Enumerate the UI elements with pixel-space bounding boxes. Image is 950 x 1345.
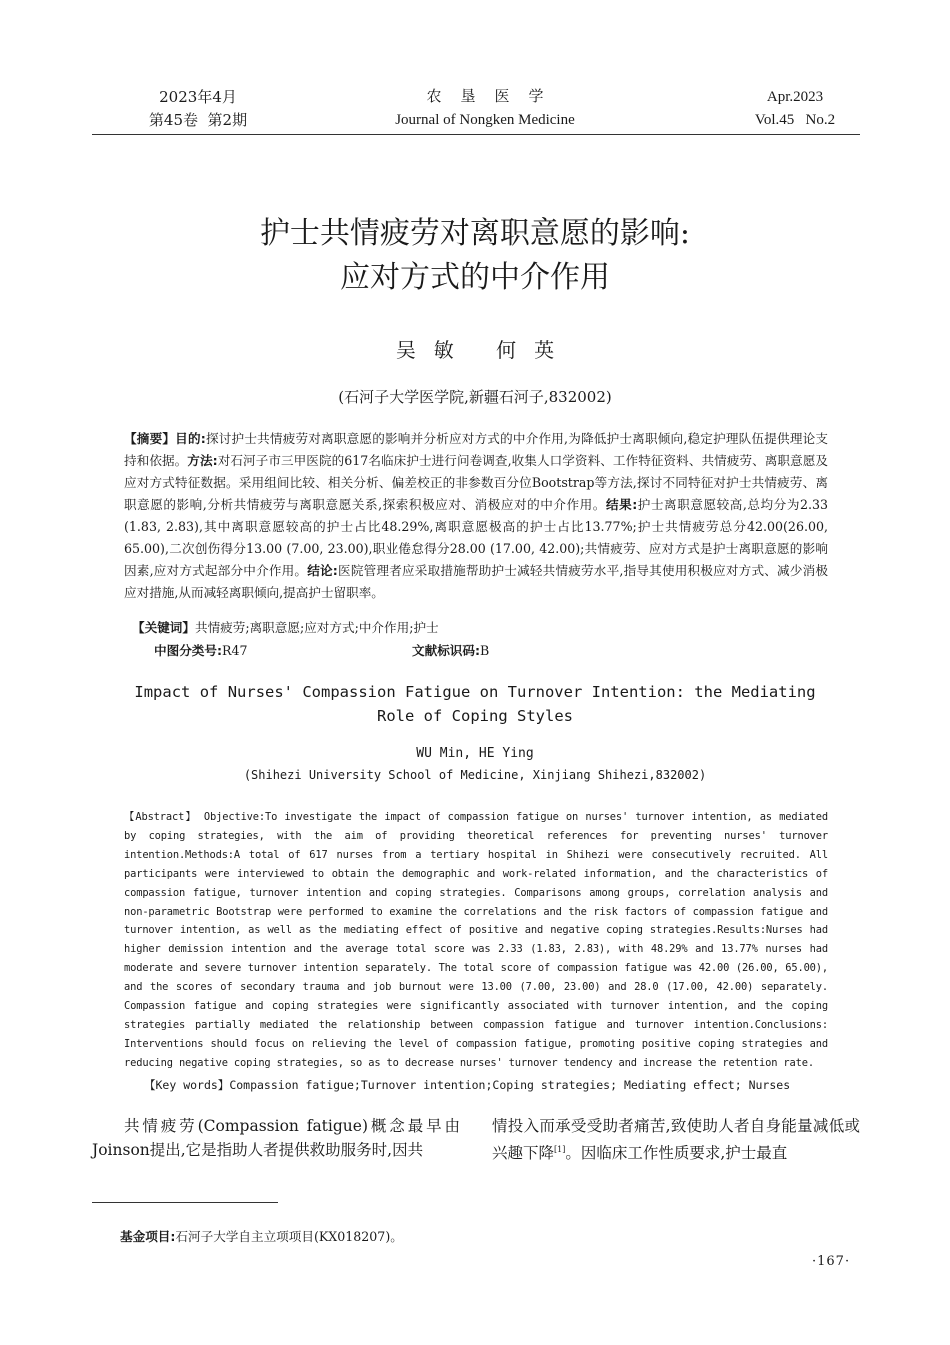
body-column-right [492,1114,860,1165]
article-title-en [110,680,840,728]
results-cn: 护士离职意愿较高,总均分为2.33 (1.83, 2.83),其中离职意愿较高的护士占比48.29%,离职意愿极高的护士占比13.77%;护士共情疲劳总分42.00(26.00, 65.00),二次创伤得分13.00 (7.00, 23.00),职业倦怠得分28.00 (17.00, 42.00);共情疲劳、应对方式是护士离职意愿的影响因素,应对方式起部分中介作用。 [124,497,828,578]
funding-text: 石河子大学自主立项项目(KX018207)。 [175,1229,403,1244]
objective-label-cn: 目的: [175,431,206,446]
journal-name-cn: 农垦医学 [426,89,563,105]
body-right-text-cont: 。因临床工作性质要求,护士最直 [565,1144,788,1163]
abstract-cn [124,428,828,604]
doc-code-value: B [480,643,490,658]
keywords-en-text: Compassion fatigue;Turnover intention;Coping strategies; Mediating effect; Nurses [229,1078,791,1092]
conclusions-cn: 医院管理者应采取措施帮助护士减轻共情疲劳水平,指导其使用积极应对方式、减少消极应对措施,从而减轻离职倾向,提高护士留职率。 [124,563,828,600]
document-code [412,641,489,661]
authors-en: WU Min, HE Ying [416,746,534,761]
reference-marker[interactable]: [1] [554,1145,566,1154]
header-journal [330,86,640,132]
clc-label: 中图分类号: [154,643,223,658]
authors-cn: 吴敏 何英 [395,338,573,362]
body-right-text: 情投入而承受受助者痛苦,致使助人者自身能量减低或兴趣下降 [492,1117,860,1163]
abstract-en-text: Objective:To investigate the impact of compassion fatigue on nurses' turnover intention, as mediated by coping strategies, with the aim of providing theoretical references for preventing nurses' turnover intention.Methods:A total of 617 nurses from a tertiary hospital in Shihezi were consecutively recruited. All participants were interviewed to obtain the demographic and work-related information, and the characteristics of compassion fatigue, turnover intention and coping strategies. Comparisons among groups, correlation analysis and non-parametric Bootstrap were performed to examine the correlations and the risk factors of compassion fatigue and turnover intention, as well as the mediating effect of positive and negative coping strategies.Results:Nurses had higher demission intention and the average total score was 2.33 (1.83, 2.83), with 48.29% and 13.77% nurses had moderate and severe turnover intention separately. The total score of compassion fatigue was 42.00 (26.00, 65.00), and the scores of secondary trauma and job burnout were 13.00 (7.00, 23.00) and 28.0 (17.00, 42.00) separately. Compassion fatigue and coping strategies were significantly associated with turnover intention, and the coping strategies partially mediated the relationship between compassion fatigue and turnover intention.Conclusions: Interventions should focus on relieving the level of compassion fatigue, promoting positive coping strategies and reducing negative coping strategies, so as to decrease nurses' turnover tendency and increase the retention rate. [124,811,828,1069]
body-left-text: 共情疲劳(Compassion fatigue)概念最早由Joinson提出,它是指助人者提供救助服务时,因共 [92,1117,460,1159]
footnote-divider [92,1202,278,1203]
keywords-en-label: 【Key words】 [144,1078,230,1092]
affiliation-cn: (石河子大学医学院,新疆石河子,832002) [338,388,612,406]
abstract-cn-label: 【摘要】 [124,431,176,446]
keywords-cn-text: 共情疲劳;离职意愿;应对方式;中介作用;护士 [194,620,439,635]
clc-value: R47 [222,643,248,658]
keywords-cn [132,618,832,638]
funding-label: 基金项目: [120,1229,176,1244]
title-cn-line2: 应对方式的中介作用 [340,260,610,295]
title-en-line1: Impact of Nurses' Compassion Fatigue on Turnover Intention: the Mediating [134,683,816,701]
affiliation-en: (Shihezi University School of Medicine, Xinjiang Shihezi,832002) [243,768,707,782]
methods-cn: 对石河子市三甲医院的617名临床护士进行问卷调查,收集人口学资料、工作特征资料、共情疲劳、离职意愿及应对方式特征数据。采用组间比较、相关分析、偏差校正的非参数百分位Bootstrap等方法,探讨不同特征对护士共情疲劳、离职意愿的影响,分析共情疲劳与离职意愿关系,探索积极应对、消极应对的中介作用。 [124,453,828,512]
header-volume-cn: 第45卷 第2期 [148,111,248,129]
keywords-en [144,1077,844,1093]
results-label-cn: 结果: [605,497,638,512]
keywords-cn-label: 【关键词】 [132,620,195,635]
article-title-cn [100,212,850,300]
header-date-en: Apr.2023 [766,89,824,105]
header-issue-cn [118,86,278,132]
header-divider [92,134,860,135]
objective-cn: 探讨护士共情疲劳对离职意愿的影响并分析应对方式的中介作用,为降低护士离职倾向,稳定护理队伍提供理论支持和依据。 [124,431,828,468]
doc-code-label: 文献标识码: [412,643,481,658]
title-cn-line1: 护士共情疲劳对离职意愿的影响: [259,216,691,251]
title-en-line2: Role of Coping Styles [377,707,573,725]
methods-label-cn: 方法: [187,453,218,468]
header-volume-en: Vol.45 No.2 [754,112,836,128]
abstract-en-label: 【Abstract】 [124,811,197,823]
funding-note [120,1226,403,1245]
journal-name-en: Journal of Nongken Medicine [395,112,575,128]
header-date-cn: 2023年4月 [159,88,237,106]
conclusions-label-cn: 结论: [307,563,338,578]
clc-code [154,641,248,661]
body-column-left [92,1114,460,1162]
header-issue-en [720,86,870,132]
abstract-en [124,808,828,1073]
page-number: ·167· [812,1254,851,1269]
